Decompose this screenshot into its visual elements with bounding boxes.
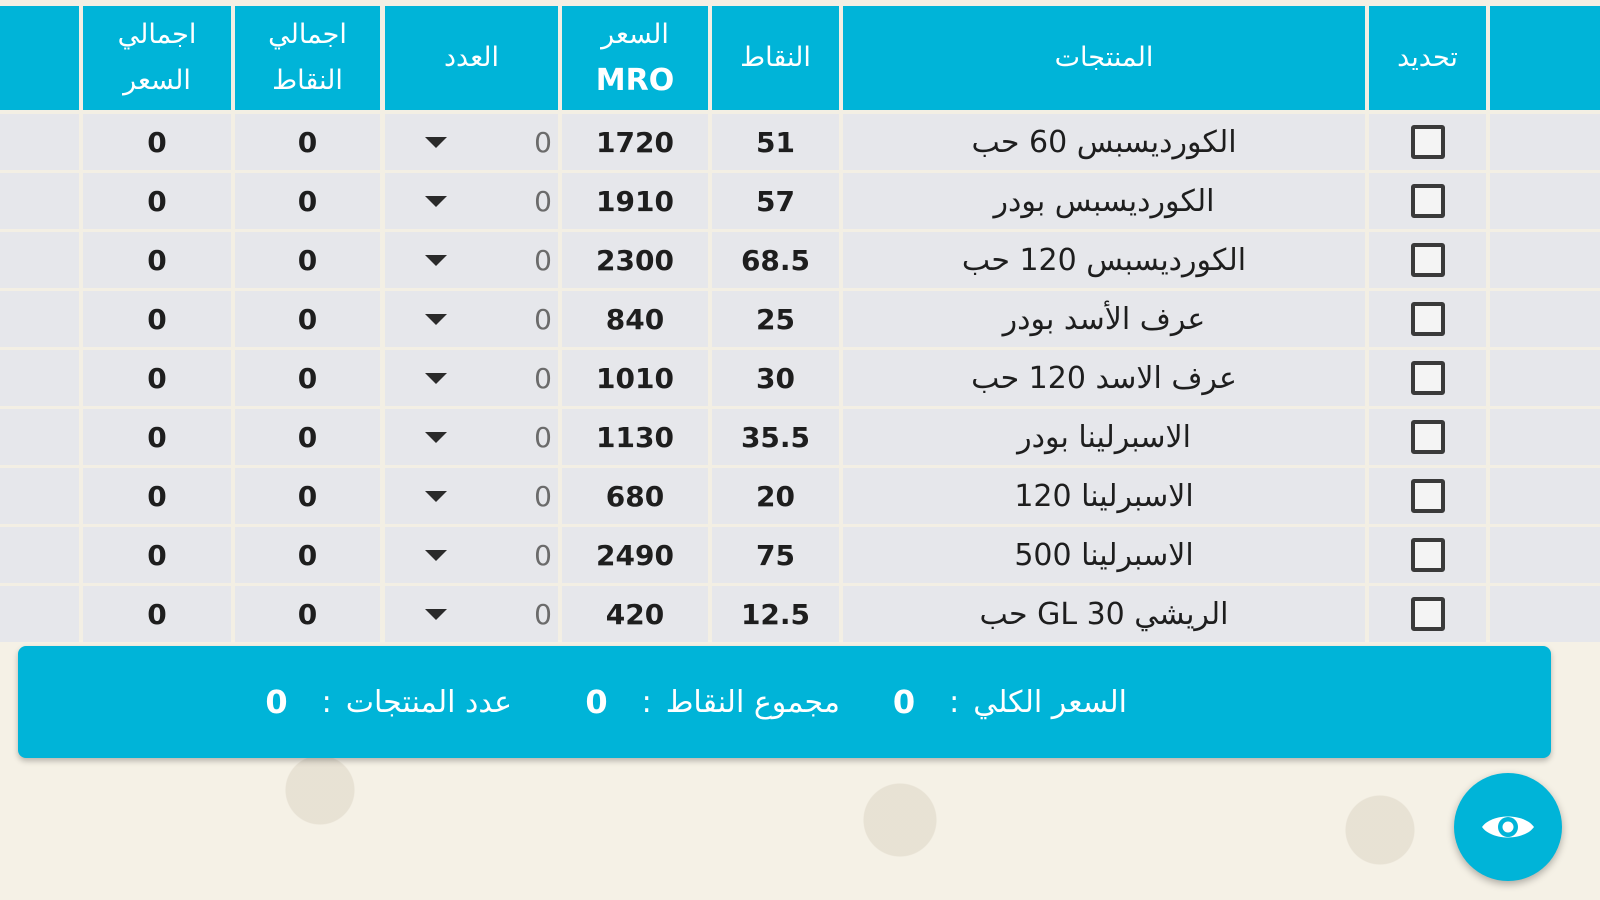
row-spacer-right xyxy=(1490,527,1600,583)
header-price-line1: السعر xyxy=(601,19,669,50)
table-row xyxy=(0,527,1600,583)
quantity-value: 0 xyxy=(534,597,552,631)
row-total-price: 0 xyxy=(83,173,231,229)
quantity-dropdown[interactable] xyxy=(385,409,558,465)
row-select-cell xyxy=(1369,468,1486,524)
row-points: 25 xyxy=(712,291,839,347)
quantity-value: 0 xyxy=(534,420,552,454)
row-total-price: 0 xyxy=(83,291,231,347)
row-total-price: 0 xyxy=(83,114,231,170)
row-total-price: 0 xyxy=(83,409,231,465)
row-price: 1130 xyxy=(562,409,708,465)
summary-product-count-value: 0 xyxy=(265,683,288,721)
select-checkbox[interactable] xyxy=(1411,125,1445,159)
row-price: 2300 xyxy=(562,232,708,288)
summary-total-points xyxy=(585,646,840,758)
row-total-price: 0 xyxy=(83,468,231,524)
view-button[interactable] xyxy=(1454,773,1562,881)
table-row xyxy=(0,173,1600,229)
row-select-cell xyxy=(1369,232,1486,288)
row-product-name: الاسبرلينا بودر xyxy=(843,409,1365,465)
table-row xyxy=(0,409,1600,465)
header-products-label: المنتجات xyxy=(1054,42,1154,73)
select-checkbox[interactable] xyxy=(1411,302,1445,336)
header-select xyxy=(1369,6,1486,110)
summary-separator: : xyxy=(321,684,332,720)
select-checkbox[interactable] xyxy=(1411,538,1445,572)
row-select-cell xyxy=(1369,586,1486,642)
quantity-value: 0 xyxy=(534,243,552,277)
table-row xyxy=(0,586,1600,642)
chevron-down-icon xyxy=(425,609,447,620)
row-select-cell xyxy=(1369,173,1486,229)
row-spacer-left xyxy=(0,114,79,170)
row-total-price: 0 xyxy=(83,527,231,583)
row-total-points: 0 xyxy=(235,527,380,583)
select-checkbox[interactable] xyxy=(1411,420,1445,454)
table-row xyxy=(0,468,1600,524)
summary-total-price-label: السعر الكلي xyxy=(973,684,1127,720)
table-header xyxy=(0,6,1600,110)
chevron-down-icon xyxy=(425,255,447,266)
row-spacer-right xyxy=(1490,586,1600,642)
row-product-name: الريشي GL 30 حب xyxy=(843,586,1365,642)
header-price xyxy=(562,6,708,110)
select-checkbox[interactable] xyxy=(1411,479,1445,513)
quantity-value: 0 xyxy=(534,302,552,336)
eye-icon xyxy=(1480,809,1536,845)
header-quantity-label: العدد xyxy=(444,42,499,73)
row-spacer-left xyxy=(0,409,79,465)
table-row xyxy=(0,232,1600,288)
row-total-points: 0 xyxy=(235,409,380,465)
quantity-dropdown[interactable] xyxy=(385,232,558,288)
header-price-line2: MRO xyxy=(595,63,675,98)
row-spacer-left xyxy=(0,173,79,229)
summary-product-count-label: عدد المنتجات xyxy=(345,684,512,720)
row-spacer-left xyxy=(0,527,79,583)
table-row xyxy=(0,350,1600,406)
row-points: 35.5 xyxy=(712,409,839,465)
row-total-price: 0 xyxy=(83,350,231,406)
chevron-down-icon xyxy=(425,550,447,561)
row-total-points: 0 xyxy=(235,173,380,229)
row-product-name: الكورديسبس بودر xyxy=(843,173,1365,229)
table-row xyxy=(0,291,1600,347)
row-total-price: 0 xyxy=(83,232,231,288)
header-total-points xyxy=(235,6,380,110)
row-product-name: الاسبرلينا 120 xyxy=(843,468,1365,524)
quantity-dropdown[interactable] xyxy=(385,173,558,229)
quantity-value: 0 xyxy=(534,538,552,572)
row-total-points: 0 xyxy=(235,291,380,347)
header-points-label: النقاط xyxy=(740,42,811,73)
select-checkbox[interactable] xyxy=(1411,597,1445,631)
chevron-down-icon xyxy=(425,314,447,325)
row-product-name: الكورديسبس 60 حب xyxy=(843,114,1365,170)
row-spacer-right xyxy=(1490,173,1600,229)
summary-separator: : xyxy=(949,684,960,720)
select-checkbox[interactable] xyxy=(1411,243,1445,277)
summary-product-count xyxy=(265,646,512,758)
row-points: 12.5 xyxy=(712,586,839,642)
row-price: 1910 xyxy=(562,173,708,229)
quantity-value: 0 xyxy=(534,184,552,218)
quantity-dropdown[interactable] xyxy=(385,527,558,583)
row-select-cell xyxy=(1369,409,1486,465)
row-select-cell xyxy=(1369,291,1486,347)
chevron-down-icon xyxy=(425,196,447,207)
chevron-down-icon xyxy=(425,491,447,502)
summary-total-points-label: مجموع النقاط xyxy=(665,684,840,720)
row-points: 75 xyxy=(712,527,839,583)
header-products xyxy=(843,6,1365,110)
row-price: 1720 xyxy=(562,114,708,170)
row-points: 68.5 xyxy=(712,232,839,288)
row-spacer-right xyxy=(1490,409,1600,465)
quantity-value: 0 xyxy=(534,479,552,513)
chevron-down-icon xyxy=(425,432,447,443)
row-product-name: الكورديسبس 120 حب xyxy=(843,232,1365,288)
select-checkbox[interactable] xyxy=(1411,361,1445,395)
header-points xyxy=(712,6,839,110)
header-total-price-line1: اجمالي xyxy=(117,19,197,50)
summary-bar xyxy=(18,646,1551,758)
row-price: 680 xyxy=(562,468,708,524)
row-total-points: 0 xyxy=(235,350,380,406)
quantity-dropdown[interactable] xyxy=(385,586,558,642)
header-total-price-line2: السعر xyxy=(123,65,191,96)
row-spacer-right xyxy=(1490,468,1600,524)
row-spacer-left xyxy=(0,232,79,288)
header-total-points-line1: اجمالي xyxy=(268,19,347,50)
row-product-name: عرف الاسد 120 حب xyxy=(843,350,1365,406)
header-spacer-left xyxy=(0,6,79,110)
row-points: 51 xyxy=(712,114,839,170)
quantity-value: 0 xyxy=(534,361,552,395)
header-quantity xyxy=(385,6,558,110)
row-select-cell xyxy=(1369,114,1486,170)
table-row xyxy=(0,114,1600,170)
row-total-points: 0 xyxy=(235,114,380,170)
row-product-name: عرف الأسد بودر xyxy=(843,291,1365,347)
quantity-dropdown[interactable] xyxy=(385,350,558,406)
row-spacer-right xyxy=(1490,114,1600,170)
row-total-price: 0 xyxy=(83,586,231,642)
select-checkbox[interactable] xyxy=(1411,184,1445,218)
header-spacer-right xyxy=(1490,6,1600,110)
row-spacer-left xyxy=(0,586,79,642)
summary-total-price-value: 0 xyxy=(892,683,916,721)
summary-total-price xyxy=(893,646,1127,758)
row-total-points: 0 xyxy=(235,232,380,288)
summary-total-points-value: 0 xyxy=(585,683,608,721)
row-total-points: 0 xyxy=(235,468,380,524)
summary-separator: : xyxy=(641,684,652,720)
row-points: 30 xyxy=(712,350,839,406)
row-points: 20 xyxy=(712,468,839,524)
row-price: 2490 xyxy=(562,527,708,583)
row-points: 57 xyxy=(712,173,839,229)
quantity-dropdown[interactable] xyxy=(385,468,558,524)
header-select-label: تحديد xyxy=(1397,42,1458,73)
header-total-points-line2: النقاط xyxy=(272,65,343,96)
row-spacer-right xyxy=(1490,350,1600,406)
chevron-down-icon xyxy=(425,373,447,384)
quantity-dropdown[interactable] xyxy=(385,114,558,170)
quantity-dropdown[interactable] xyxy=(385,291,558,347)
row-total-points: 0 xyxy=(235,586,380,642)
row-spacer-left xyxy=(0,291,79,347)
row-spacer-right xyxy=(1490,232,1600,288)
row-spacer-right xyxy=(1490,291,1600,347)
row-price: 840 xyxy=(562,291,708,347)
row-spacer-left xyxy=(0,350,79,406)
row-price: 1010 xyxy=(562,350,708,406)
header-total-price xyxy=(83,6,231,110)
chevron-down-icon xyxy=(425,137,447,148)
row-select-cell xyxy=(1369,527,1486,583)
quantity-value: 0 xyxy=(534,125,552,159)
row-select-cell xyxy=(1369,350,1486,406)
row-spacer-left xyxy=(0,468,79,524)
row-price: 420 xyxy=(562,586,708,642)
row-product-name: الاسبرلينا 500 xyxy=(843,527,1365,583)
